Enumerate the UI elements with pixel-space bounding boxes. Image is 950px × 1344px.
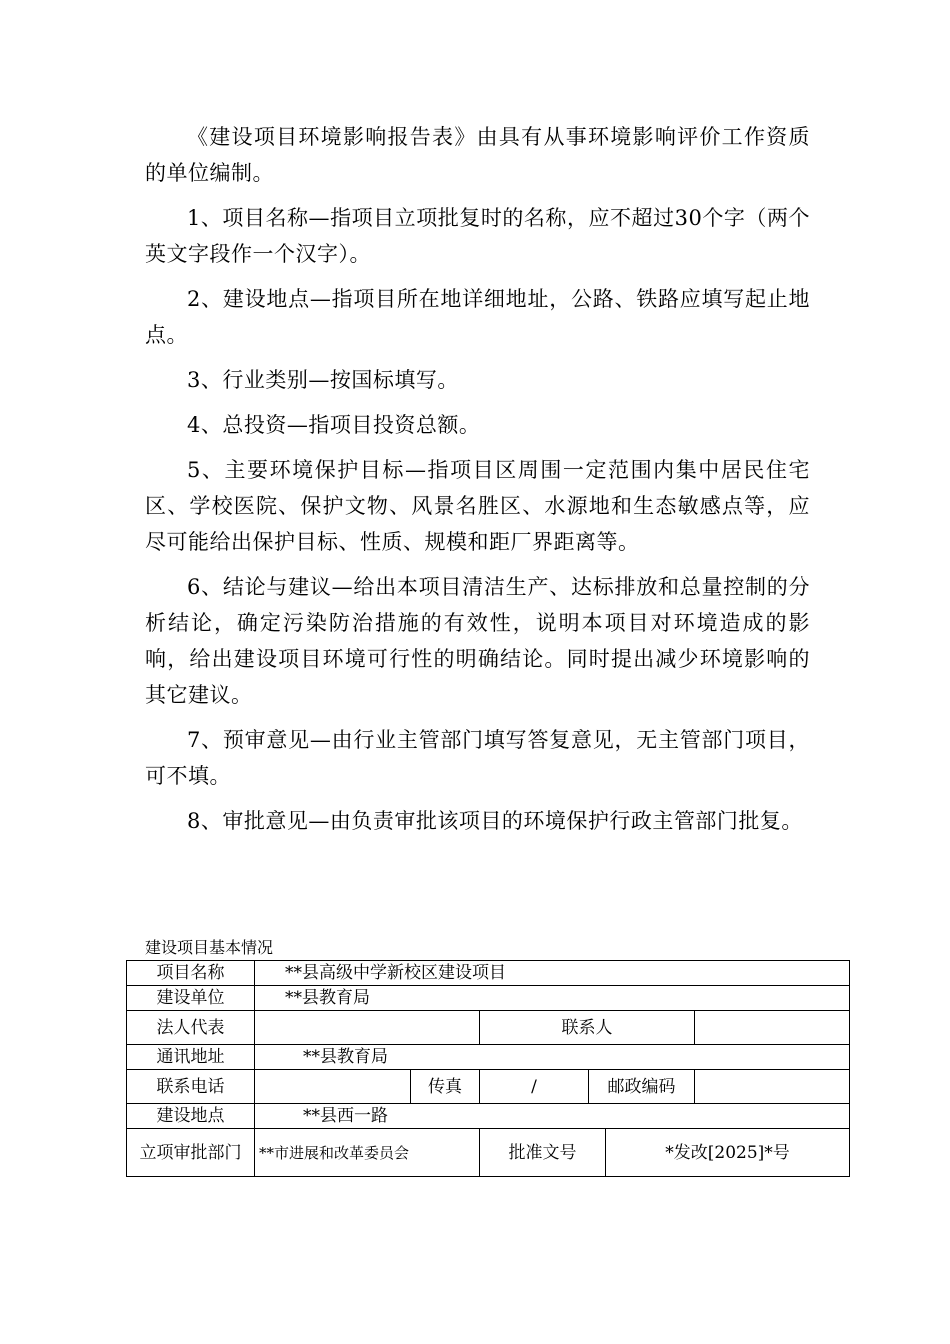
approval-no-value: *发改[2025]*号 (606, 1129, 850, 1177)
fax-label: 传真 (411, 1070, 480, 1104)
address-value: **县教育局 (255, 1045, 850, 1070)
instructions-section (145, 119, 810, 848)
instruction-intro: 《建设项目环境影响报告表》由具有从事环境影响评价工作资质的单位编制。 (145, 125, 810, 185)
instruction-item-8: 8、审批意见—由负责审批该项目的环境保护行政主管部门批复。 (187, 809, 803, 833)
site-label: 建设地点 (127, 1104, 255, 1129)
address-label: 通讯地址 (127, 1045, 255, 1070)
table-row-phone (127, 1070, 850, 1104)
builder-value: **县教育局 (255, 986, 850, 1011)
table-row-site (127, 1104, 850, 1129)
project-name-label: 项目名称 (127, 961, 255, 986)
project-info-table (126, 960, 850, 1177)
contact-label: 联系人 (480, 1011, 695, 1045)
postcode-value (695, 1070, 850, 1104)
instruction-item-7: 7、预审意见—由行业主管部门填写答复意见，无主管部门项目，可不填。 (145, 728, 810, 788)
approval-dept-value: **市进展和改革委员会 (255, 1129, 480, 1177)
contact-value (695, 1011, 850, 1045)
instruction-item-6: 6、结论与建议—给出本项目清洁生产、达标排放和总量控制的分析结论，确定污染防治措施的有效性，说明本项目对环境造成的影响，给出建设项目环境可行性的明确结论。同时提出减少环境影响的其它建议。 (145, 575, 810, 707)
instruction-item-1: 1、项目名称—指项目立项批复时的名称，应不超过30个字（两个英文字段作一个汉字）。 (145, 206, 810, 266)
instruction-item-3: 3、行业类别—按国标填写。 (187, 368, 459, 392)
phone-value (255, 1070, 411, 1104)
instruction-item-2: 2、建设地点—指项目所在地详细地址，公路、铁路应填写起止地点。 (145, 287, 810, 347)
table-row-builder (127, 986, 850, 1011)
site-value: **县西一路 (255, 1104, 850, 1129)
fax-value: / (480, 1070, 589, 1104)
project-name-value: **县高级中学新校区建设项目 (255, 961, 850, 986)
table-row-legal-rep (127, 1011, 850, 1045)
approval-dept-label: 立项审批部门 (127, 1129, 255, 1177)
table-row-address (127, 1045, 850, 1070)
legal-rep-label: 法人代表 (127, 1011, 255, 1045)
builder-label: 建设单位 (127, 986, 255, 1011)
approval-no-label: 批准文号 (480, 1129, 606, 1177)
legal-rep-value (255, 1011, 480, 1045)
instruction-item-4: 4、总投资—指项目投资总额。 (187, 413, 481, 437)
table-row-approval (127, 1129, 850, 1177)
table-row-project-name (127, 961, 850, 986)
instruction-item-5: 5、主要环境保护目标—指项目区周围一定范围内集中居民住宅区、学校医院、保护文物、风景名胜区、水源地和生态敏感点等，应尽可能给出保护目标、性质、规模和距厂界距离等。 (145, 458, 810, 554)
table-caption: 建设项目基本情况 (145, 938, 274, 957)
phone-label: 联系电话 (127, 1070, 255, 1104)
postcode-label: 邮政编码 (589, 1070, 695, 1104)
